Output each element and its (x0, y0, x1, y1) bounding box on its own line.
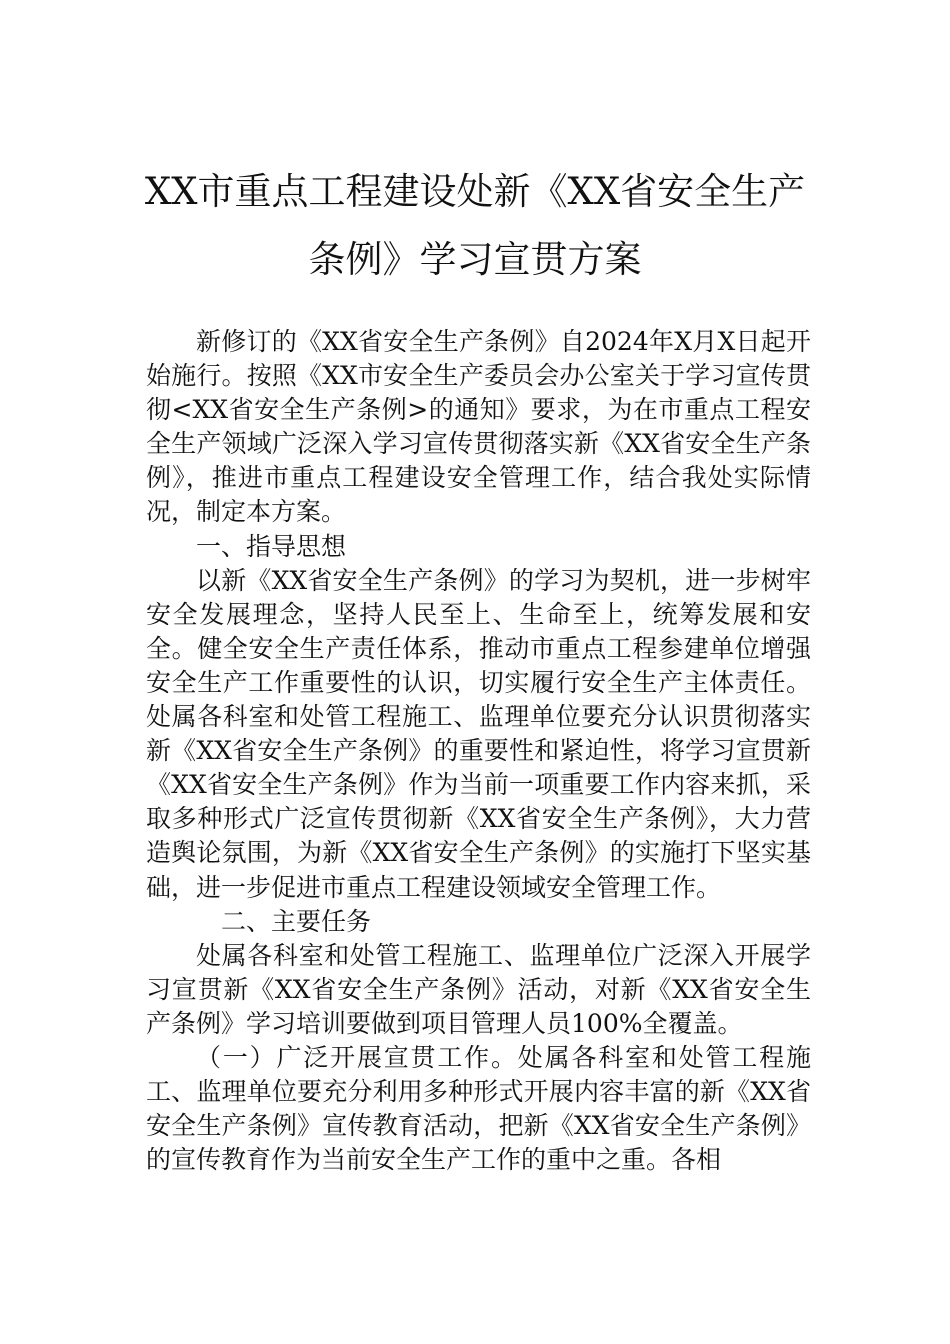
paragraph-intro: 新修订的《XX省安全生产条例》自2024年X月X日起开始施行。按照《XX市安全生产委员会办公室关于学习宣传贯彻<XX省安全生产条例>的通知》要求，为在市重点工程安全生产领域广泛深入学习宣传贯彻落实新《XX省安全生产条例》，推进市重点工程建设安全管理工作，结合我处实际情况，制定本方案。 (146, 327, 811, 527)
paragraph-task-1: （一）广泛开展宣贯工作。处属各科室和处管工程施工、监理单位要充分利用多种形式开展内容丰富的新《XX省安全生产条例》宣传教育活动，把新《XX省安全生产条例》的宣传教育作为当前安全生产工作的重中之重。各相 (146, 1042, 811, 1175)
paragraph-main-tasks: 处属各科室和处管工程施工、监理单位广泛深入开展学习宣贯新《XX省安全生产条例》活动，对新《XX省安全生产条例》学习培训要做到项目管理人员100%全覆盖。 (146, 940, 811, 1038)
section-heading-guiding-thought: 一、指导思想 (196, 531, 347, 561)
title-line-1: XX市重点工程建设处新《XX省安全生产 (144, 170, 806, 213)
paragraph-guiding-thought: 以新《XX省安全生产条例》的学习为契机，进一步树牢安全发展理念，坚持人民至上、生命至上，统筹发展和安全。健全安全生产责任体系，推动市重点工程参建单位增强安全生产工作重要性的认识，切实履行安全生产主体责任。处属各科室和处管工程施工、监理单位要充分认识贯彻落实新《XX省安全生产条例》的重要性和紧迫性，将学习宣贯新《XX省安全生产条例》作为当前一项重要工作内容来抓，采取多种形式广泛宣传贯彻新《XX省安全生产条例》，大力营造舆论氛围，为新《XX省安全生产条例》的实施打下坚实基础，进一步促进市重点工程建设领域安全管理工作。 (146, 565, 811, 902)
title-line-2: 条例》学习宣贯方案 (308, 238, 642, 281)
document-title (120, 158, 830, 294)
section-heading-main-tasks: 二、主要任务 (221, 906, 372, 936)
document-body (146, 325, 811, 1177)
